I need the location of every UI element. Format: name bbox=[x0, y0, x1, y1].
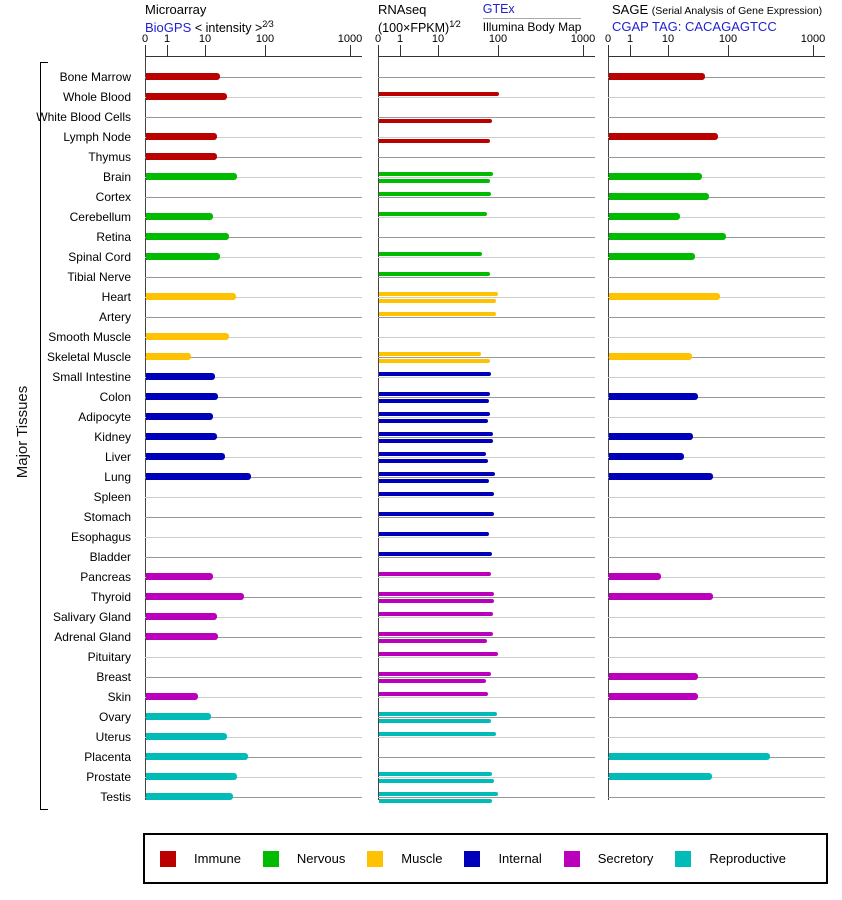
legend-item-internal bbox=[464, 851, 541, 867]
bar-rnaseq-gtex bbox=[379, 552, 492, 556]
bar-microarray bbox=[146, 353, 191, 360]
axis-tick bbox=[350, 45, 351, 57]
row-guide-line bbox=[378, 757, 595, 758]
row-guide-line bbox=[378, 737, 595, 738]
bar-rnaseq-gtex bbox=[379, 672, 491, 676]
bar-rnaseq-gtex bbox=[379, 452, 486, 456]
row-guide-line bbox=[378, 477, 595, 478]
category-legend bbox=[143, 833, 828, 884]
bar-sage bbox=[609, 253, 695, 260]
rnaseq-panel bbox=[378, 57, 595, 801]
row-guide-line bbox=[608, 637, 825, 638]
bar-rnaseq-gtex bbox=[379, 732, 496, 736]
axis-tick-label: 100 bbox=[488, 33, 508, 45]
bar-rnaseq-illumina bbox=[379, 679, 486, 683]
tissue-label: Testis bbox=[100, 790, 131, 804]
tissue-label: Prostate bbox=[86, 770, 131, 784]
row-guide-line bbox=[378, 77, 595, 78]
axis-tick-label: 100 bbox=[255, 33, 275, 45]
axis-tick-label: 0 bbox=[604, 33, 612, 45]
tissue-label: White Blood Cells bbox=[36, 110, 131, 124]
bar-sage bbox=[609, 673, 698, 680]
row-guide-line bbox=[145, 117, 362, 118]
bar-rnaseq-illumina bbox=[379, 799, 492, 803]
bar-sage bbox=[609, 173, 702, 180]
bar-rnaseq-gtex bbox=[379, 292, 498, 296]
rnaseq-axis bbox=[374, 0, 597, 58]
bar-microarray bbox=[146, 753, 248, 760]
tissue-label: Placenta bbox=[84, 750, 131, 764]
tissue-label: Stomach bbox=[83, 510, 131, 524]
bar-sage bbox=[609, 693, 698, 700]
axis-tick bbox=[813, 45, 814, 57]
row-guide-line bbox=[378, 177, 595, 178]
rnaseq-axis-line bbox=[378, 57, 379, 800]
axis-tick bbox=[438, 45, 439, 57]
axis-tick bbox=[498, 45, 499, 57]
bar-rnaseq-gtex bbox=[379, 652, 498, 656]
bar-rnaseq-gtex bbox=[379, 692, 488, 696]
row-guide-line bbox=[378, 597, 595, 598]
bar-rnaseq-gtex bbox=[379, 792, 498, 796]
tissue-label: Retina bbox=[96, 230, 131, 244]
row-guide-line bbox=[378, 357, 595, 358]
row-guide-line bbox=[378, 237, 595, 238]
bar-rnaseq-gtex bbox=[379, 712, 497, 716]
axis-tick-label: 1000 bbox=[337, 33, 363, 45]
bar-microarray bbox=[146, 333, 229, 340]
cgap-link[interactable]: CGAP bbox=[612, 19, 649, 34]
tissue-label: Uterus bbox=[95, 730, 131, 744]
axis-tick bbox=[167, 45, 168, 57]
sage-tag-text: TAG: CACAGAGTCC bbox=[652, 19, 777, 34]
axis-tick bbox=[583, 45, 584, 57]
bar-rnaseq-gtex bbox=[379, 192, 491, 196]
tissue-label: Thymus bbox=[88, 150, 131, 164]
axis-tick bbox=[265, 45, 266, 57]
bar-rnaseq-illumina bbox=[379, 139, 490, 143]
bar-rnaseq-gtex bbox=[379, 272, 490, 276]
bar-microarray bbox=[146, 693, 198, 700]
bar-microarray bbox=[146, 133, 217, 140]
row-guide-line bbox=[608, 737, 825, 738]
sage-axis-line bbox=[608, 57, 609, 800]
tissue-label: Skin bbox=[107, 690, 131, 704]
row-guide-line bbox=[145, 517, 362, 518]
legend-label-immune: Immune bbox=[194, 851, 241, 866]
row-guide-line bbox=[378, 637, 595, 638]
tissue-label: Kidney bbox=[94, 430, 131, 444]
row-guide-line bbox=[608, 337, 825, 338]
tissue-label: Pancreas bbox=[80, 570, 131, 584]
bar-sage bbox=[609, 773, 712, 780]
row-guide-line bbox=[145, 557, 362, 558]
reproductive-color-swatch bbox=[675, 851, 691, 867]
row-guide-line bbox=[145, 277, 362, 278]
row-guide-line bbox=[378, 217, 595, 218]
axis-tick-label: 0 bbox=[141, 33, 149, 45]
bar-rnaseq-illumina bbox=[379, 599, 494, 603]
bar-microarray bbox=[146, 213, 213, 220]
legend-label-secretory: Secretory bbox=[597, 851, 654, 866]
tissue-label: Pituitary bbox=[87, 650, 131, 664]
bar-sage bbox=[609, 73, 705, 80]
tissue-label: Breast bbox=[96, 670, 131, 684]
axis-tick bbox=[608, 45, 609, 57]
row-guide-line bbox=[378, 797, 595, 798]
gtex-link[interactable]: GTEx bbox=[483, 2, 582, 19]
bar-microarray bbox=[146, 773, 237, 780]
axis-tick-label: 1000 bbox=[570, 33, 596, 45]
bar-microarray bbox=[146, 713, 211, 720]
tissue-label: Brain bbox=[102, 170, 131, 184]
bar-sage bbox=[609, 233, 726, 240]
row-guide-line bbox=[378, 257, 595, 258]
bar-rnaseq-gtex bbox=[379, 372, 491, 376]
bar-microarray bbox=[146, 473, 251, 480]
tissue-label: Lymph Node bbox=[63, 130, 131, 144]
bar-sage bbox=[609, 593, 713, 600]
bar-rnaseq-gtex bbox=[379, 532, 489, 536]
axis-tick-label: 1 bbox=[396, 33, 404, 45]
row-guide-line bbox=[378, 557, 595, 558]
bar-microarray bbox=[146, 93, 227, 100]
tissue-label: Heart bbox=[101, 290, 131, 304]
tissue-label: Small Intestine bbox=[52, 370, 131, 384]
row-guide-line bbox=[608, 717, 825, 718]
legend-label-internal: Internal bbox=[498, 851, 542, 866]
rnaseq-title: RNAseq bbox=[378, 2, 427, 17]
bar-rnaseq-gtex bbox=[379, 392, 490, 396]
row-guide-line bbox=[608, 117, 825, 118]
bar-rnaseq-illumina bbox=[379, 779, 494, 783]
bar-sage bbox=[609, 573, 661, 580]
legend-label-reproductive: Reproductive bbox=[709, 851, 786, 866]
bar-rnaseq-gtex bbox=[379, 412, 490, 416]
row-guide-line bbox=[378, 397, 595, 398]
legend-item-secretory bbox=[564, 851, 654, 867]
row-guide-line bbox=[608, 557, 825, 558]
row-guide-line bbox=[378, 417, 595, 418]
nervous-color-swatch bbox=[263, 851, 279, 867]
row-guide-line bbox=[378, 657, 595, 658]
bar-rnaseq-illumina bbox=[379, 479, 489, 483]
axis-tick bbox=[668, 45, 669, 57]
bar-rnaseq-gtex bbox=[379, 772, 492, 776]
row-guide-line bbox=[145, 677, 362, 678]
row-guide-line bbox=[145, 497, 362, 498]
tissue-label: Salivary Gland bbox=[52, 610, 131, 624]
bar-microarray bbox=[146, 393, 218, 400]
row-guide-line bbox=[378, 717, 595, 718]
row-guide-line bbox=[378, 277, 595, 278]
bar-microarray bbox=[146, 793, 233, 800]
bar-rnaseq-illumina bbox=[379, 299, 496, 303]
bar-rnaseq-illumina bbox=[379, 459, 488, 463]
axis-tick-label: 1 bbox=[626, 33, 634, 45]
bar-rnaseq-gtex bbox=[379, 572, 491, 576]
bar-rnaseq-gtex bbox=[379, 512, 494, 516]
axis-tick-label: 100 bbox=[718, 33, 738, 45]
row-guide-line bbox=[608, 97, 825, 98]
sage-axis bbox=[604, 0, 827, 58]
row-guide-line bbox=[378, 437, 595, 438]
bar-microarray bbox=[146, 233, 229, 240]
row-guide-line bbox=[608, 377, 825, 378]
axis-tick bbox=[400, 45, 401, 57]
bar-rnaseq-gtex bbox=[379, 472, 495, 476]
bar-sage bbox=[609, 433, 693, 440]
microarray-axis-line bbox=[145, 57, 146, 800]
bar-rnaseq-gtex bbox=[379, 352, 481, 356]
tissue-label: Smooth Muscle bbox=[48, 330, 131, 344]
row-guide-line bbox=[145, 537, 362, 538]
row-guide-line bbox=[378, 677, 595, 678]
biogps-link[interactable]: BioGPS bbox=[145, 20, 192, 36]
row-guide-line bbox=[378, 197, 595, 198]
tissue-label: Skeletal Muscle bbox=[46, 350, 131, 364]
axis-tick-label: 1000 bbox=[800, 33, 826, 45]
legend-label-nervous: Nervous bbox=[296, 851, 346, 866]
bar-sage bbox=[609, 193, 709, 200]
row-guide-line bbox=[378, 337, 595, 338]
bar-rnaseq-gtex bbox=[379, 612, 493, 616]
bar-rnaseq-illumina bbox=[379, 439, 493, 443]
tissue-label-column bbox=[0, 57, 138, 804]
bar-sage bbox=[609, 453, 684, 460]
row-guide-line bbox=[378, 497, 595, 498]
axis-tick bbox=[145, 45, 146, 57]
legend-item-immune bbox=[160, 851, 241, 867]
tissue-label: Spleen bbox=[93, 490, 131, 504]
axis-tick bbox=[630, 45, 631, 57]
axis-tick bbox=[378, 45, 379, 57]
bar-rnaseq-gtex bbox=[379, 432, 493, 436]
axis-tick-label: 10 bbox=[661, 33, 675, 45]
sage-note: (Serial Analysis of Gene Expression) bbox=[651, 5, 823, 17]
axis-tick-label: 10 bbox=[198, 33, 212, 45]
tissue-label: Adrenal Gland bbox=[54, 630, 131, 644]
tissue-label: Bladder bbox=[89, 550, 131, 564]
tissue-label: Tibial Nerve bbox=[67, 270, 131, 284]
bar-rnaseq-gtex bbox=[379, 492, 494, 496]
bar-rnaseq-gtex bbox=[379, 252, 482, 256]
sage-panel bbox=[608, 57, 825, 801]
bar-rnaseq-gtex bbox=[379, 92, 499, 96]
bar-microarray bbox=[146, 593, 244, 600]
bar-rnaseq-gtex bbox=[379, 592, 494, 596]
bar-microarray bbox=[146, 433, 217, 440]
row-guide-line bbox=[608, 517, 825, 518]
bracket-bottom-foot bbox=[40, 809, 48, 810]
microarray-axis bbox=[141, 0, 364, 58]
secretory-color-swatch bbox=[564, 851, 580, 867]
axis-tick-label: 1 bbox=[163, 33, 171, 45]
legend-label-muscle: Muscle bbox=[401, 851, 443, 866]
tissue-label: Bone Marrow bbox=[59, 70, 131, 84]
row-guide-line bbox=[145, 657, 362, 658]
immune-color-swatch bbox=[160, 851, 176, 867]
bar-rnaseq-illumina bbox=[379, 359, 490, 363]
row-guide-line bbox=[378, 157, 595, 158]
tissue-label: Esophagus bbox=[70, 530, 131, 544]
row-guide-line bbox=[608, 797, 825, 798]
bar-rnaseq-illumina bbox=[379, 179, 490, 183]
tissue-label: Whole Blood bbox=[62, 90, 131, 104]
row-guide-line bbox=[378, 577, 595, 578]
tissue-label: Ovary bbox=[98, 710, 131, 724]
muscle-color-swatch bbox=[367, 851, 383, 867]
row-guide-line bbox=[608, 537, 825, 538]
rnaseq-exponent: 1⁄2 bbox=[449, 19, 461, 29]
bar-microarray bbox=[146, 633, 218, 640]
bar-rnaseq-gtex bbox=[379, 312, 496, 316]
row-guide-line bbox=[378, 117, 595, 118]
row-guide-line bbox=[378, 377, 595, 378]
axis-tick bbox=[205, 45, 206, 57]
row-guide-line bbox=[378, 297, 595, 298]
microarray-exponent: 2⁄3 bbox=[262, 19, 274, 29]
bar-sage bbox=[609, 393, 698, 400]
row-guide-line bbox=[378, 617, 595, 618]
row-guide-line bbox=[608, 157, 825, 158]
axis-tick bbox=[728, 45, 729, 57]
row-guide-line bbox=[378, 697, 595, 698]
bar-microarray bbox=[146, 453, 225, 460]
row-guide-line bbox=[608, 317, 825, 318]
bar-rnaseq-illumina bbox=[379, 719, 491, 723]
row-guide-line bbox=[608, 417, 825, 418]
legend-item-muscle bbox=[367, 851, 442, 867]
row-guide-line bbox=[378, 137, 595, 138]
internal-color-swatch bbox=[464, 851, 480, 867]
bar-sage bbox=[609, 753, 770, 760]
row-guide-line bbox=[608, 617, 825, 618]
tissue-label: Artery bbox=[98, 310, 131, 324]
bar-sage bbox=[609, 353, 692, 360]
axis-tick-label: 0 bbox=[374, 33, 382, 45]
major-tissues-label: Major Tissues bbox=[14, 385, 31, 479]
bar-microarray bbox=[146, 373, 215, 380]
row-guide-line bbox=[378, 537, 595, 538]
tissue-label: Liver bbox=[104, 450, 131, 464]
bar-sage bbox=[609, 293, 720, 300]
tissue-label: Lung bbox=[104, 470, 131, 484]
row-guide-line bbox=[378, 777, 595, 778]
bar-rnaseq-gtex bbox=[379, 632, 493, 636]
bar-microarray bbox=[146, 613, 217, 620]
bar-microarray bbox=[146, 253, 220, 260]
tissue-label: Cortex bbox=[95, 190, 131, 204]
row-guide-line bbox=[378, 457, 595, 458]
bar-microarray bbox=[146, 73, 220, 80]
rnaseq-metric: (100×FPKM)$^{1⁄2}$ bbox=[378, 19, 461, 36]
bar-rnaseq-gtex bbox=[379, 172, 493, 176]
axis-tick-label: 10 bbox=[431, 33, 445, 45]
bar-microarray bbox=[146, 173, 237, 180]
bar-rnaseq-illumina bbox=[379, 119, 492, 123]
tissue-label: Adipocyte bbox=[78, 410, 131, 424]
illumina-body-map-label: Illumina Body Map bbox=[482, 20, 582, 34]
tissue-label: Thyroid bbox=[90, 590, 131, 604]
microarray-title: Microarray bbox=[145, 2, 207, 17]
row-guide-line bbox=[145, 197, 362, 198]
microarray-metric: < intensity >$^{2⁄3}$ bbox=[194, 19, 274, 36]
row-guide-line bbox=[378, 517, 595, 518]
tissue-label: Spinal Cord bbox=[68, 250, 131, 264]
bar-rnaseq-illumina bbox=[379, 639, 487, 643]
bar-sage bbox=[609, 133, 718, 140]
sage-title: SAGE bbox=[612, 2, 649, 17]
bar-microarray bbox=[146, 573, 213, 580]
bar-microarray bbox=[146, 733, 227, 740]
legend-item-reproductive bbox=[675, 851, 786, 867]
legend-item-nervous bbox=[263, 851, 345, 867]
bar-microarray bbox=[146, 293, 236, 300]
bar-rnaseq-gtex bbox=[379, 212, 487, 216]
bar-sage bbox=[609, 213, 680, 220]
row-guide-line bbox=[608, 497, 825, 498]
bar-sage bbox=[609, 473, 713, 480]
microarray-panel bbox=[145, 57, 362, 801]
row-guide-line bbox=[608, 657, 825, 658]
row-guide-line bbox=[378, 317, 595, 318]
row-guide-line bbox=[608, 277, 825, 278]
bar-rnaseq-illumina bbox=[379, 399, 489, 403]
row-guide-line bbox=[145, 317, 362, 318]
row-guide-line bbox=[378, 97, 595, 98]
tissue-label: Colon bbox=[99, 390, 131, 404]
bar-microarray bbox=[146, 413, 213, 420]
bar-microarray bbox=[146, 153, 217, 160]
tissue-label: Cerebellum bbox=[69, 210, 131, 224]
bar-rnaseq-illumina bbox=[379, 419, 488, 423]
